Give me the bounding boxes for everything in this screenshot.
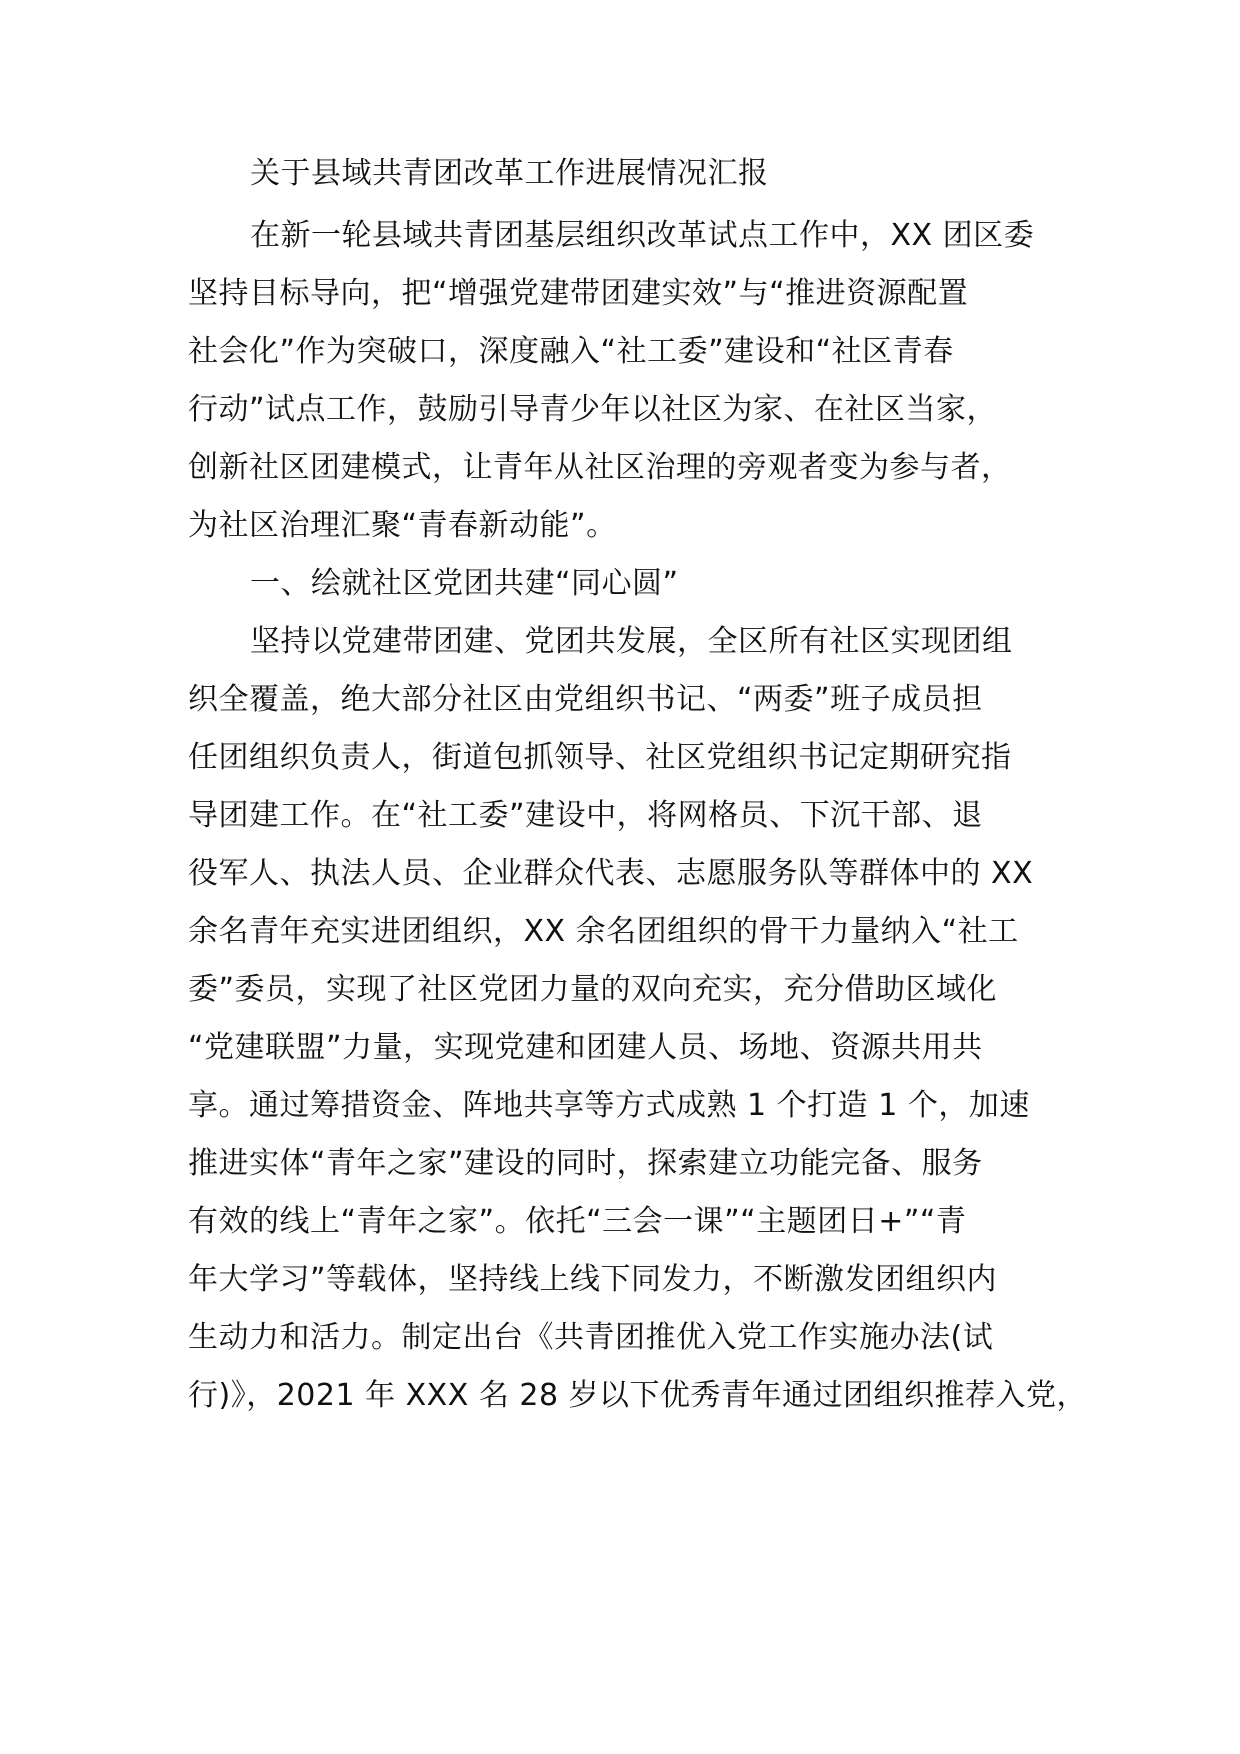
paragraph-2-line-5: 役军人、执法人员、企业群众代表、志愿服务队等群体中的 XX [188, 856, 1034, 891]
paragraph-2-line-11: 有效的线上“青年之家”。依托“三会一课”“主题团日+”“青 [188, 1204, 967, 1239]
paragraph-1-line-5: 创新社区团建模式，让青年从社区治理的旁观者变为参与者， [188, 450, 1012, 485]
paragraph-2-line-13: 生动力和活力。制定出台《共青团推优入党工作实施办法(试 [188, 1320, 994, 1355]
paragraph-1-line-4: 行动”试点工作，鼓励引导青少年以社区为家、在社区当家， [188, 392, 998, 427]
paragraph-2-line-4: 导团建工作。在“社工委”建设中，将网格员、下沉干部、退 [188, 798, 983, 833]
paragraph-2-line-7: 委”委员，实现了社区党团力量的双向充实，充分借助区域化 [188, 972, 998, 1007]
paragraph-2-line-8: “党建联盟”力量，实现党建和团建人员、场地、资源共用共 [188, 1030, 983, 1065]
paragraph-2-line-2: 织全覆盖，绝大部分社区由党组织书记、“两委”班子成员担 [188, 682, 983, 717]
paragraph-2-line-14: 行)》，2021 年 XXX 名 28 岁以下优秀青年通过团组织推荐入党， [188, 1378, 1088, 1413]
paragraph-2-line-1: 坚持以党建带团建、党团共发展，全区所有社区实现团组 [250, 624, 1013, 659]
paragraph-1-line-6: 为社区治理汇聚“青春新动能”。 [188, 508, 617, 543]
paragraph-1-line-3: 社会化”作为突破口，深度融入“社工委”建设和“社区青春 [188, 334, 954, 369]
section-1-heading: 一、绘就社区党团共建“同心圆” [250, 566, 679, 601]
paragraph-2-line-9: 享。通过筹措资金、阵地共享等方式成熟 1 个打造 1 个，加速 [188, 1088, 1030, 1123]
paragraph-2-line-12: 年大学习”等载体，坚持线上线下同发力，不断激发团组织内 [188, 1262, 998, 1297]
paragraph-1-line-2: 坚持目标导向，把“增强党建带团建实效”与“推进资源配置 [188, 276, 969, 311]
paragraph-2-line-10: 推进实体“青年之家”建设的同时，探索建立功能完备、服务 [188, 1146, 983, 1181]
document-title: 关于县域共青团改革工作进展情况汇报 [250, 156, 769, 191]
paragraph-2-line-6: 余名青年充实进团组织，XX 余名团组织的骨干力量纳入“社工 [188, 914, 1019, 949]
paragraph-2-line-3: 任团组织负责人，街道包抓领导、社区党组织书记定期研究指 [188, 740, 1012, 775]
paragraph-1-line-1: 在新一轮县域共青团基层组织改革试点工作中，XX 团区委 [250, 218, 1035, 253]
